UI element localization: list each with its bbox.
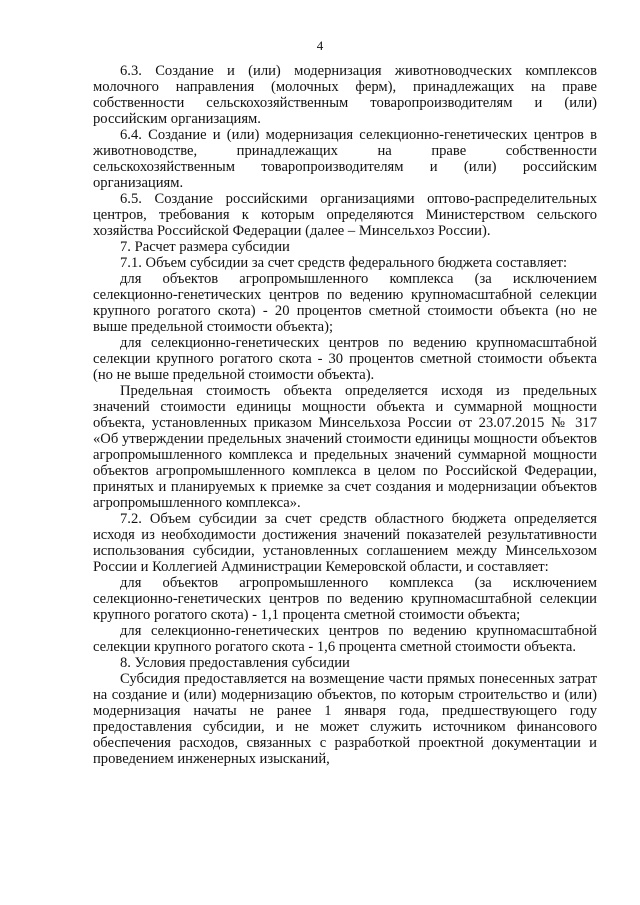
paragraph-7-1-agro: для объектов агропромышленного комплекса (за исключением селекционно-генетических центров по ведению крупномасштабной селекции крупного рогатого скота) - 20 процентов сметной стоимости объекта (но не выше предельной стоимости объекта); xyxy=(93,271,597,335)
paragraph-max-cost: Предельная стоимость объекта определяется исходя из предельных значений стоимости единицы мощности объекта и суммарной мощности объекта, установленных приказом Минсельхоза России от 23.07.2015 № 317 «Об утверждении предельных значений стоимости единицы мощности объектов агропромышленного комплекса и предельных значений суммарной мощности объектов агропромышленного комплекса в целом по Российской Федерации, принятых и планируемых к приемке за счет создания и модернизации объектов агропромышленного комплекса». xyxy=(93,383,597,511)
paragraph-7-1-breeding: для селекционно-генетических центров по ведению крупномасштабной селекции крупного рогатого скота - 30 процентов сметной стоимости объекта (но не выше предельной стоимости объекта). xyxy=(93,335,597,383)
page-number: 4 xyxy=(316,38,324,53)
document-body xyxy=(93,63,597,767)
paragraph-7-1: 7.1. Объем субсидии за счет средств федерального бюджета составляет: xyxy=(120,255,568,271)
paragraph-6-3: 6.3. Создание и (или) модернизация животноводческих комплексов молочного направления (молочных ферм), принадлежащих на праве собственности сельскохозяйственным товаропроизводителям и (или) российским организациям. xyxy=(93,63,597,127)
paragraph-8-conditions: Субсидия предоставляется на возмещение части прямых понесенных затрат на создание и (или) модернизацию объектов, по которым строительство и (или) модернизация начаты не ранее 1 января года, предшествующего году предоставления субсидии, и не может служить источником финансового обеспечения расходов, связанных с разработкой проектной документации и проведением инженерных изысканий, xyxy=(93,671,597,767)
paragraph-7-2: 7.2. Объем субсидии за счет средств областного бюджета определяется исходя из необходимости достижения значений показателей результативности использования субсидии, установленных соглашением между Минсельхозом России и Коллегией Администрации Кемеровской области, и составляет: xyxy=(93,511,597,575)
section-heading-8: 8. Условия предоставления субсидии xyxy=(120,655,350,671)
paragraph-6-5: 6.5. Создание российскими организациями оптово-распределительных центров, требования к которым определяются Министерством сельского хозяйства Российской Федерации (далее – Минсельхоз России). xyxy=(93,191,597,239)
paragraph-6-4: 6.4. Создание и (или) модернизация селекционно-генетических центров в животноводстве, принадлежащих на праве собственности сельскохозяйственным товаропроизводителям и (или) российским организациям. xyxy=(93,127,597,191)
paragraph-7-2-breeding: для селекционно-генетических центров по ведению крупномасштабной селекции крупного рогатого скота - 1,6 процента сметной стоимости объекта. xyxy=(93,623,597,655)
section-heading-7: 7. Расчет размера субсидии xyxy=(120,239,290,255)
paragraph-7-2-agro: для объектов агропромышленного комплекса (за исключением селекционно-генетических центров по ведению крупномасштабной селекции крупного рогатого скота) - 1,1 процента сметной стоимости объекта; xyxy=(93,575,597,623)
